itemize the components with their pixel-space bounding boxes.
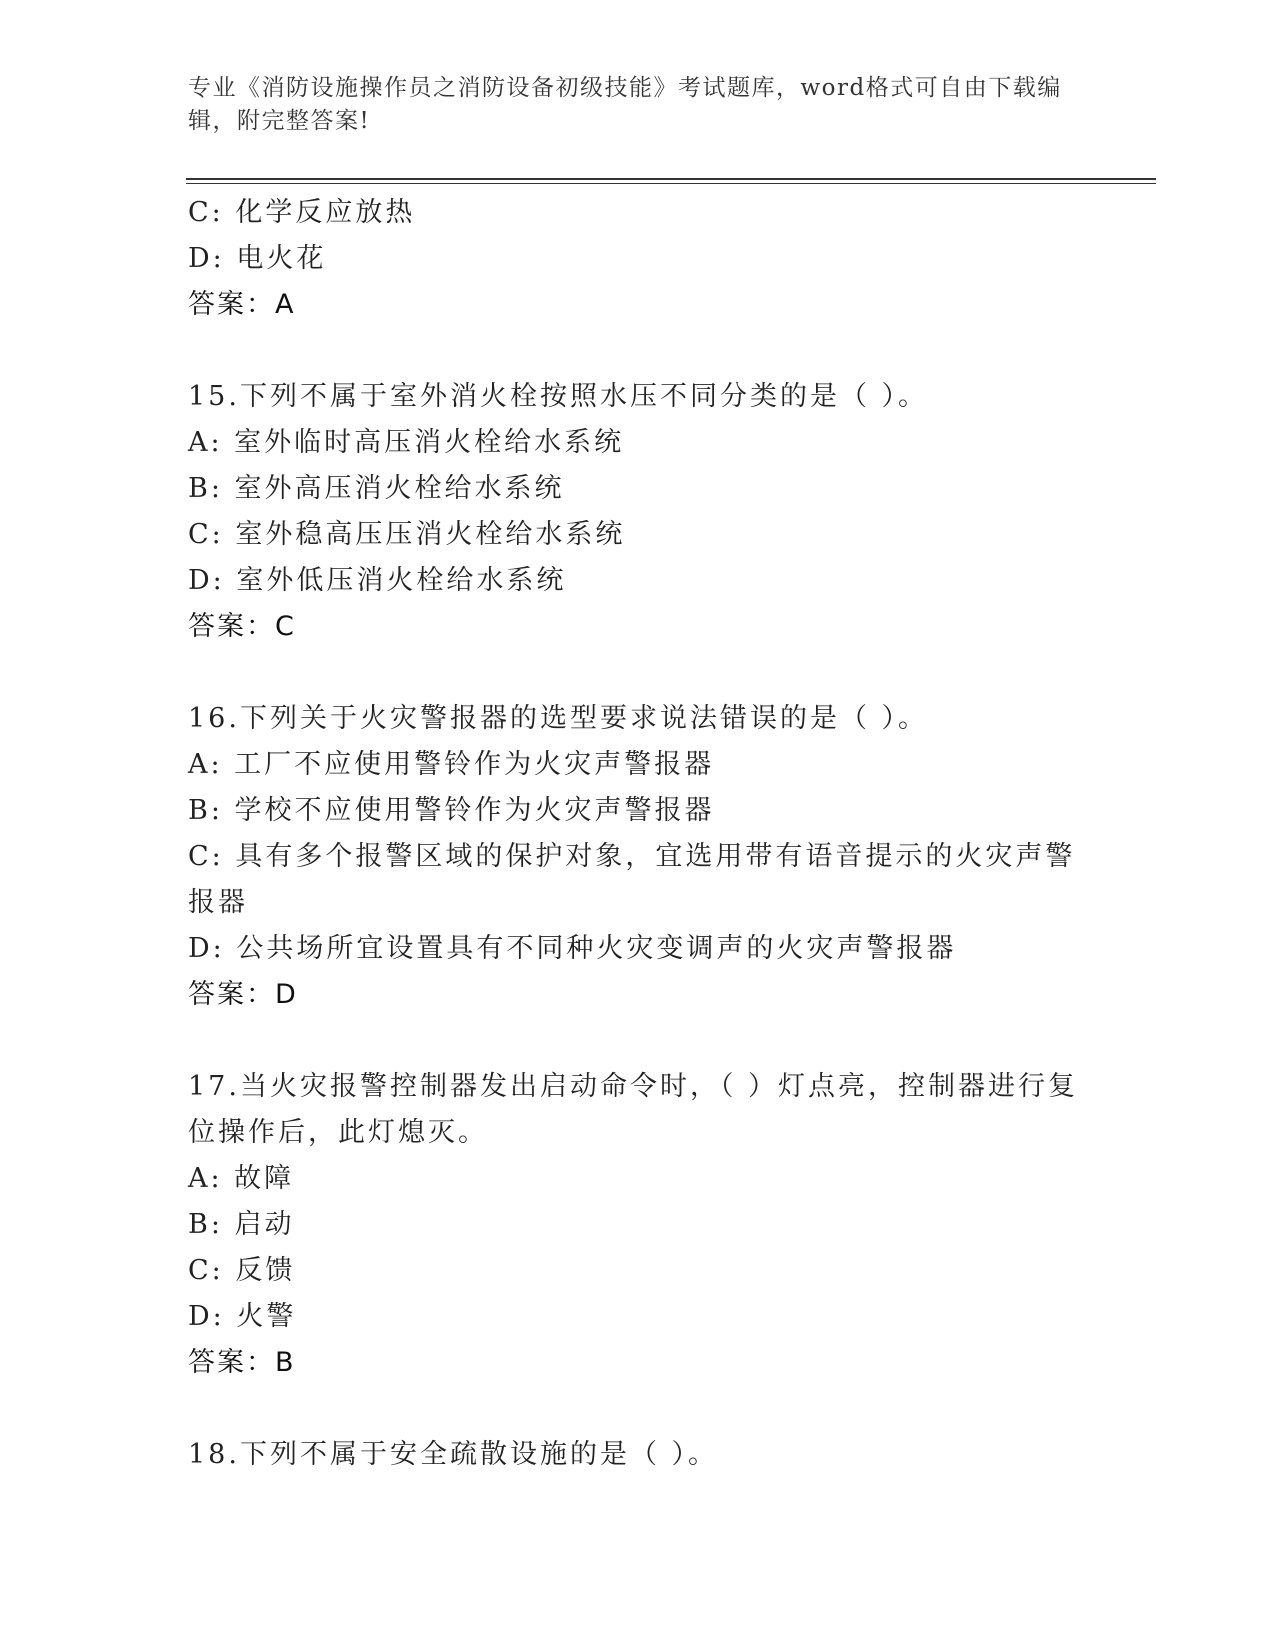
question-list (188, 190, 1088, 1478)
question-text: 15.下列不属于室外消火栓按照水压不同分类的是（ ）。 (188, 381, 929, 412)
question-text: 16.下列关于火灾警报器的选型要求说法错误的是（ ）。 (188, 703, 929, 734)
answer-line: 答案：D (188, 979, 298, 1010)
question-17 (188, 1064, 1088, 1386)
spacer (188, 1018, 1088, 1064)
option-a: A: 工厂不应使用警铃作为火灾声警报器 (188, 749, 715, 780)
spacer (188, 328, 1088, 374)
option-a: A: 故障 (188, 1163, 295, 1194)
option-d: D: 电火花 (188, 243, 327, 274)
option-d: D: 室外低压消火栓给水系统 (188, 565, 567, 596)
question-15 (188, 374, 1088, 650)
option-c: C: 具有多个报警区域的保护对象，宜选用带有语音提示的火灾声警报器 (188, 841, 1076, 918)
answer-line: 答案：A (188, 289, 296, 320)
question-16 (188, 696, 1088, 1018)
question-text: 17.当火灾报警控制器发出启动命令时，（ ）灯点亮，控制器进行复位操作后，此灯熄灭。 (188, 1071, 1079, 1148)
spacer (188, 650, 1088, 696)
spacer (188, 1386, 1088, 1432)
answer-line: 答案：B (188, 1347, 296, 1378)
answer-line: 答案：C (188, 611, 296, 642)
option-b: B: 室外高压消火栓给水系统 (188, 473, 565, 504)
document-header: 专业《消防设施操作员之消防设备初级技能》考试题库，word格式可自由下载编辑，附完整答案! (188, 75, 1062, 134)
option-d: D: 火警 (188, 1301, 297, 1332)
question-text: 18.下列不属于安全疏散设施的是（ ）。 (188, 1439, 719, 1470)
option-a: A: 室外临时高压消火栓给水系统 (188, 427, 625, 458)
question-18 (188, 1432, 1088, 1478)
option-d: D: 公共场所宜设置具有不同种火灾变调声的火灾声警报器 (188, 933, 957, 964)
option-c: C: 化学反应放热 (188, 197, 416, 228)
option-b: B: 启动 (188, 1209, 295, 1240)
option-b: B: 学校不应使用警铃作为火灾声警报器 (188, 795, 715, 826)
header-rule-thick (186, 178, 1156, 180)
option-c: C: 反馈 (188, 1255, 296, 1286)
question-prev (188, 190, 1088, 328)
header-rule-thin (186, 183, 1156, 184)
option-c: C: 室外稳高压压消火栓给水系统 (188, 519, 626, 550)
